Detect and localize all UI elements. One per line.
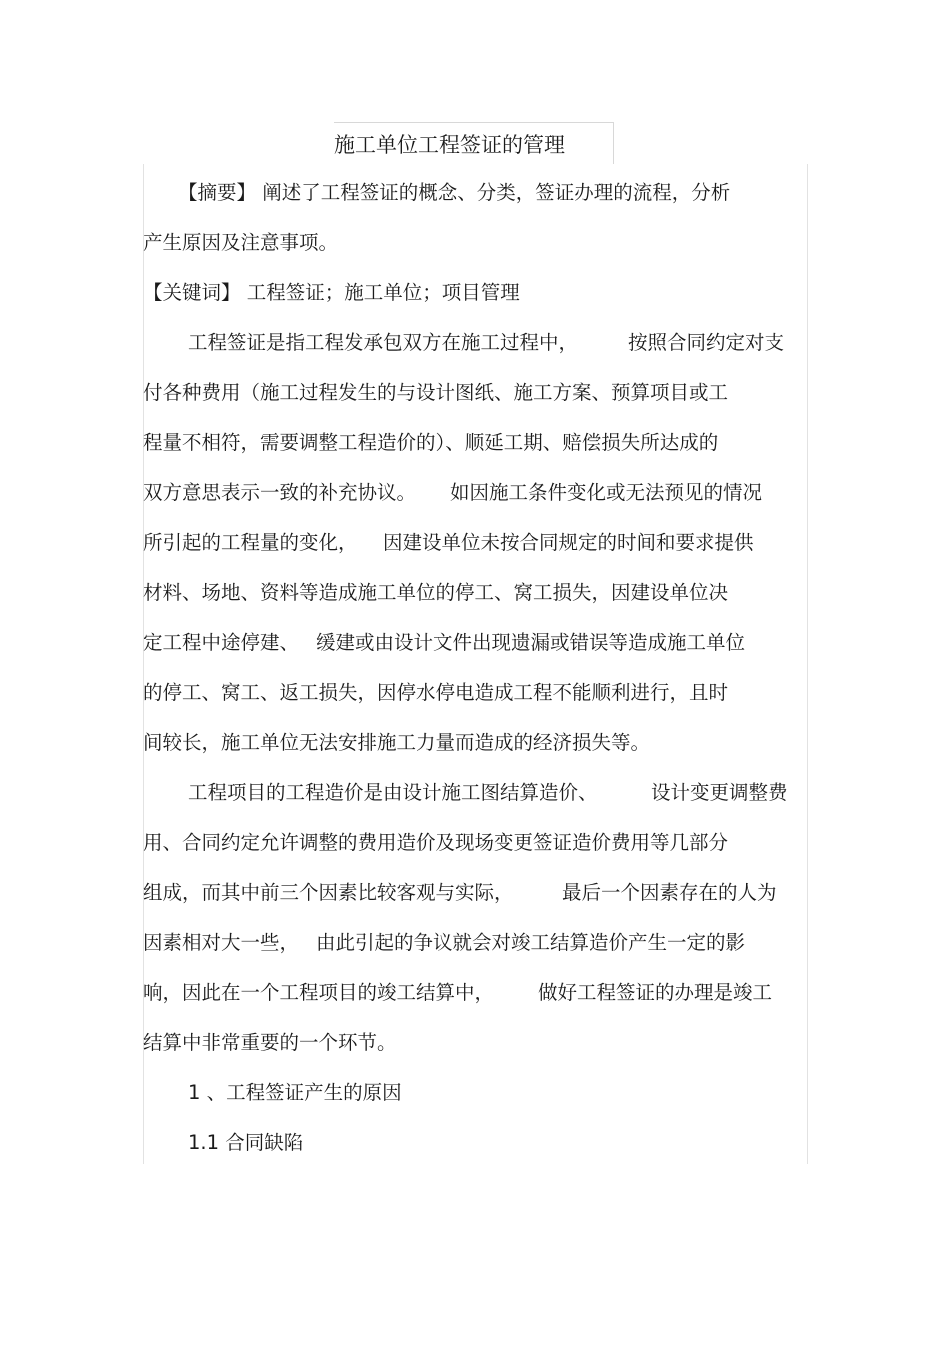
paragraph2-line-5b: 做好工程签证的办理是竣工 [538,981,773,1004]
paragraph1-line-2: 付各种费用（施工过程发生的与设计图纸、施工方案、预算项目或工 [143,381,729,404]
paragraph1-line-5b: 因建设单位未按合同规定的时间和要求提供 [383,531,754,554]
keywords-line: 【关键词】 工程签证；施工单位；项目管理 [143,281,520,304]
abstract-line-1: 【摘要】 阐述了工程签证的概念、分类，签证办理的流程，分析 [178,181,731,204]
document-title: 施工单位工程签证的管理 [334,133,565,157]
paragraph1-line-4b: 如因施工条件变化或无法预见的情况 [450,481,763,504]
paragraph1-line-6: 材料、场地、资料等造成施工单位的停工、窝工损失，因建设单位决 [143,581,729,604]
paragraph2-line-3b: 最后一个因素存在的人为 [562,881,777,904]
paragraph1-line-1b: 按照合同约定对支 [628,331,785,354]
paragraph1-line-5a: 所引起的工程量的变化， [143,531,358,554]
paragraph2-line-1a: 工程项目的工程造价是由设计施工图结算造价、 [188,781,598,804]
paragraph2-line-5a: 响，因此在一个工程项目的竣工结算中， [143,981,495,1004]
paragraph1-line-7b: 缓建或由设计文件出现遗漏或错误等造成施工单位 [316,631,746,654]
section-1-1-heading: 1.1 合同缺陷 [188,1131,304,1154]
paragraph1-line-7a: 定工程中途停建、 [143,631,300,654]
abstract-line-2: 产生原因及注意事项。 [143,231,339,254]
paragraph2-line-1b: 设计变更调整费 [651,781,788,804]
paragraph1-line-3: 程量不相符，需要调整工程造价的）、顺延工期、赔偿损失所达成的 [143,431,719,454]
paragraph1-line-4a: 双方意思表示一致的补充协议。 [143,481,417,504]
paragraph2-line-4b: 由此引起的争议就会对竣工结算造价产生一定的影 [316,931,746,954]
paragraph2-line-2: 用、合同约定允许调整的费用造价及现场变更签证造价费用等几部分 [143,831,729,854]
content-frame [143,164,808,1164]
paragraph1-line-8: 的停工、窝工、返工损失，因停水停电造成工程不能顺利进行，且时 [143,681,729,704]
paragraph2-line-4a: 因素相对大一些， [143,931,300,954]
paragraph2-line-3a: 组成，而其中前三个因素比较客观与实际， [143,881,514,904]
section-1-heading: 1 、工程签证产生的原因 [188,1081,402,1104]
paragraph1-line-9: 间较长，施工单位无法安排施工力量而造成的经济损失等。 [143,731,651,754]
paragraph1-line-1a: 工程签证是指工程发承包双方在施工过程中， [188,331,579,354]
paragraph2-line-6: 结算中非常重要的一个环节。 [143,1031,397,1054]
